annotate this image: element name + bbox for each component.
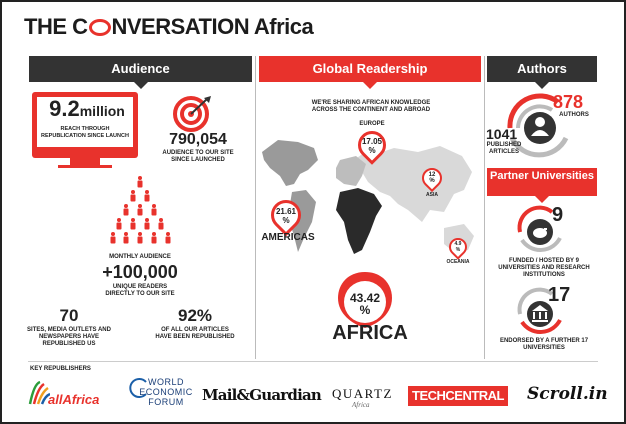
outlets-caption: SITES, MEDIA OUTLETS AND NEWSPAPERS HAVE REPUBLISHED US <box>27 327 111 347</box>
republication-caption: REACH THROUGH REPUBLICATION SINCE LAUNCH <box>41 126 129 139</box>
target-icon <box>173 96 213 132</box>
scroll-logo: Scroll.in <box>527 384 608 404</box>
endorsed-value: 17 <box>548 284 571 306</box>
region-label-asia: ASIA <box>426 192 438 198</box>
republication-figure <box>38 96 136 122</box>
republishers-label: KEY REPUBLISHERS <box>30 366 91 372</box>
wef-logo <box>138 377 194 407</box>
oceania-pct <box>447 241 469 253</box>
monthly-caption: UNIQUE READERS DIRECTLY TO OUR SITE <box>105 284 175 297</box>
asia-pct <box>420 172 444 184</box>
monitor-base <box>58 165 112 168</box>
partners-header-pointer <box>535 196 549 203</box>
monthly-label: MONTHLY AUDIENCE <box>109 254 171 260</box>
north-america-shape <box>262 140 318 186</box>
people-pyramid-icon <box>110 176 172 258</box>
quartz-sub: Africa <box>352 401 370 409</box>
funded-value: 9 <box>552 204 564 226</box>
audience-header: Audience <box>29 56 252 82</box>
region-label-oceania: OCEANIA <box>446 259 470 265</box>
europe-pct <box>356 137 388 155</box>
republishers-divider <box>28 361 598 362</box>
europe-value: 17.05 <box>361 137 383 146</box>
techcentral-logo: TECHCENTRAL <box>408 386 508 406</box>
africa-pct <box>340 292 390 316</box>
articles-caption: PUBLISHED ARTICLES <box>486 142 522 155</box>
site-value: 790,054 <box>169 131 227 148</box>
allafrica-logo: allAfrica <box>48 392 100 407</box>
brand-text-2: NVERSATION <box>111 14 250 39</box>
brand-logo <box>24 14 313 40</box>
divider-1 <box>255 56 256 359</box>
articles-value: 1041 <box>486 126 518 142</box>
brand-text-3: Africa <box>253 14 314 39</box>
africa-shape <box>336 188 382 254</box>
authors-value: 878 <box>553 92 584 112</box>
republication-unit: million <box>79 103 125 119</box>
mail-guardian-logo: Mail&Guardian <box>202 386 322 404</box>
endorsed-caption: ENDORSED BY A FURTHER 17 UNIVERSITIES <box>499 338 589 351</box>
global-caption: WE'RE SHARING AFRICAN KNOWLEDGE ACROSS THE CONTINENT AND ABROAD <box>311 100 431 113</box>
wef-line-2: ECONOMIC <box>139 387 193 397</box>
oceania-unit: % <box>455 247 461 253</box>
europe-shape <box>336 156 366 186</box>
africa-value: 43.42 <box>349 291 381 305</box>
authors-header: Authors <box>487 56 597 82</box>
outlets-value: 70 <box>59 306 79 325</box>
americas-pct <box>269 207 303 225</box>
region-label-americas: AMERICAS <box>261 232 315 243</box>
quartz-logo: QUARTZ <box>332 386 393 401</box>
asia-unit: % <box>429 178 435 184</box>
audience-header-pointer <box>134 82 148 89</box>
funded-caption: FUNDED / HOSTED BY 9 UNIVERSITIES AND RESEARCH INSTITUTIONS <box>498 258 590 278</box>
oceania-value: 4.9 <box>454 241 462 247</box>
global-header: Global Readership <box>259 56 481 82</box>
brand-text-1: THE C <box>24 14 88 39</box>
asia-value: 12 <box>428 172 436 178</box>
wef-line-1: WORLD <box>148 377 184 387</box>
wef-line-3: FORUM <box>148 397 184 407</box>
africa-unit: % <box>359 303 371 317</box>
site-caption: AUDIENCE TO OUR SITE SINCE LAUNCHED <box>162 150 234 163</box>
region-label-europe: EUROPE <box>359 121 385 127</box>
europe-unit: % <box>368 146 376 155</box>
allafrica-logo-icon <box>28 380 50 406</box>
authors-caption: AUTHORS <box>559 112 589 118</box>
republished-value: 92% <box>177 306 213 325</box>
monthly-value: +100,000 <box>102 262 178 282</box>
divider-2 <box>484 56 485 359</box>
region-label-africa: AFRICA <box>332 322 408 344</box>
americas-unit: % <box>282 216 290 225</box>
global-header-pointer <box>363 82 377 89</box>
americas-value: 21.61 <box>275 207 297 216</box>
partners-header: Partner Universities <box>487 168 597 196</box>
republished-caption: OF ALL OUR ARTICLES HAVE BEEN REPUBLISHED <box>155 327 235 340</box>
republication-value: 9.2 <box>49 96 80 121</box>
brand-o-ring-icon <box>89 19 111 36</box>
